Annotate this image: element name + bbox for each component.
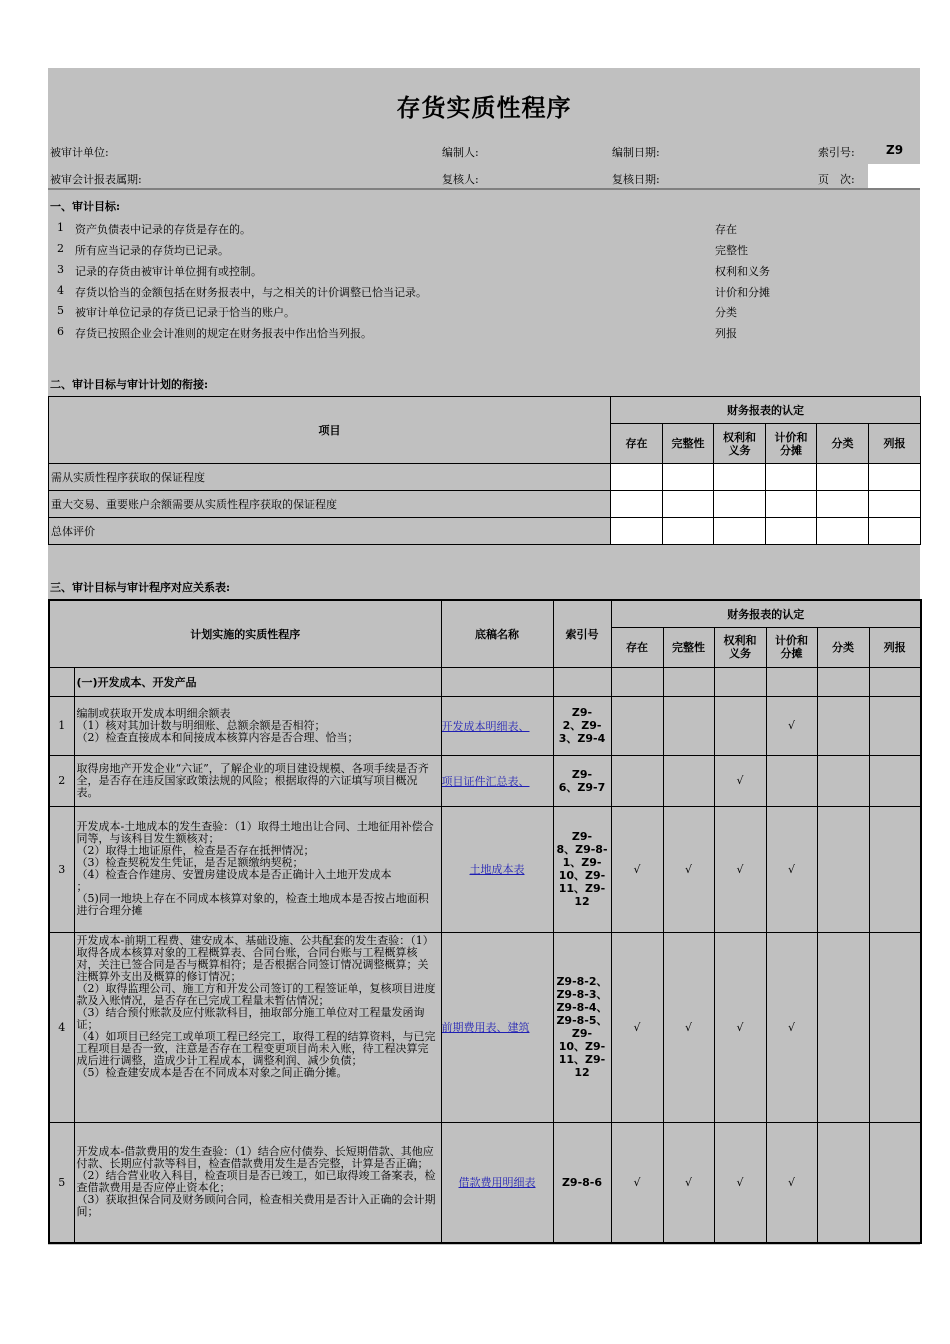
input-cell[interactable] [714, 491, 766, 518]
check-cell: √ [714, 755, 766, 806]
input-cell[interactable] [869, 518, 921, 545]
check-cell [869, 755, 921, 806]
check-cell [869, 696, 921, 755]
workpaper-link[interactable]: 前期费用表、建筑 [441, 1021, 530, 1034]
col-valuation: 计价和 分摊 [766, 424, 817, 464]
input-cell[interactable] [869, 464, 921, 491]
auditee-label: 被审计单位: [50, 146, 109, 159]
check-cell [611, 696, 663, 755]
objective-item: 5 被审计单位记录的存货已记录于恰当的账户。 分类 [57, 304, 737, 319]
page-number-cell[interactable] [868, 164, 920, 188]
index-ref: Z9- 8、Z9-8- 1、Z9- 10、Z9- 11、Z9- 12 [553, 806, 611, 932]
input-cell[interactable] [817, 491, 869, 518]
table-row [49, 806, 921, 932]
check-cell: √ [714, 932, 766, 1122]
review-date-label: 复核日期: [612, 173, 660, 186]
table-row [49, 932, 921, 1122]
procedure-table [48, 599, 922, 1244]
check-cell [663, 696, 714, 755]
check-cell: √ [611, 932, 663, 1122]
row-number: 5 [49, 1122, 74, 1243]
objective-item: 4 存货以恰当的金额包括在财务报表中，与之相关的计价调整已恰当记录。 计价和分摊 [57, 284, 770, 299]
procedure-text: 开发成本-借款费用的发生查验：（1）结合应付债券、长短期借款、其他应付款、长期应付款等科目，检查借款费用发生是否完整，计算是否正确； （2）结合营业收入科目，检查项目是否已竣工，如已取得竣工备案表，检查借款费用是否应停止资本化； （3）获取担保合同及财务顾问合同，检查相关费用是否计入正确的会计期间； [74, 1122, 441, 1243]
col-completeness: 完整性 [663, 424, 714, 464]
index-ref: Z9- 2、Z9- 3、Z9-4 [553, 696, 611, 755]
col-presentation: 列报 [869, 627, 921, 667]
procedure-text: 开发成本-土地成本的发生查验：（1）取得土地出让合同、土地征用补偿合同等，与该科目发生额核对； （2）取得土地证原件，检查是否存在抵押情况； （3）检查契税发生凭证，是否足额缴纳契税； （4）检查合作建房、安置房建设成本是否正确计入土地开发成本 ； （5)同一地块上存在不同成本核算对象的，检查土地成本是否按占地面积进行合理分摊 [74, 806, 441, 932]
workpaper-link[interactable]: 开发成本明细表、 [441, 719, 530, 733]
section1-title: 一、审计目标: [50, 200, 121, 213]
col-presentation: 列报 [869, 424, 921, 464]
col-classification: 分类 [817, 424, 869, 464]
table-row [49, 464, 921, 491]
table-row [49, 1122, 921, 1243]
objective-item: 1 资产负债表中记录的存货是存在的。 存在 [57, 221, 737, 236]
col-completeness: 完整性 [663, 627, 714, 667]
prep-date-label: 编制日期: [612, 146, 660, 159]
table-row [49, 755, 921, 806]
reviewer-label: 复核人: [442, 173, 479, 186]
check-cell: √ [766, 932, 817, 1122]
check-cell: √ [611, 806, 663, 932]
input-cell[interactable] [611, 464, 663, 491]
assertion-header: 财务报表的认定 [611, 600, 921, 627]
input-cell[interactable] [714, 518, 766, 545]
item-header: 项目 [49, 397, 611, 464]
row-number: 1 [49, 696, 74, 755]
assertion-header: 财务报表的认定 [611, 397, 921, 424]
index-ref: Z9-8-6 [553, 1122, 611, 1243]
check-cell: √ [663, 932, 714, 1122]
col-classification: 分类 [817, 627, 869, 667]
check-cell [869, 806, 921, 932]
workpaper-link[interactable]: 借款费用明细表 [458, 1176, 536, 1190]
objective-item: 3 记录的存货由被审计单位拥有或控制。 权利和义务 [57, 263, 770, 278]
index-header: 索引号 [553, 600, 611, 667]
page-label: 页 次: [818, 173, 855, 186]
check-cell: √ [714, 1122, 766, 1243]
check-cell [817, 755, 869, 806]
col-existence: 存在 [611, 627, 663, 667]
input-cell[interactable] [663, 518, 714, 545]
section3-title: 三、审计目标与审计程序对应关系表: [50, 581, 231, 594]
input-cell[interactable] [766, 518, 817, 545]
check-cell: √ [663, 1122, 714, 1243]
row-label: 重大交易、重要账户余额需要从实质性程序获取的保证程度 [49, 491, 611, 518]
check-cell [714, 696, 766, 755]
section2-title: 二、审计目标与审计计划的衔接: [50, 378, 209, 391]
check-cell: √ [766, 696, 817, 755]
check-cell [869, 1122, 921, 1243]
row-number: 3 [49, 806, 74, 932]
check-cell: √ [714, 806, 766, 932]
table-row [49, 696, 921, 755]
procedure-text: 取得房地产开发企业“六证”，了解企业的项目建设规模、各项手续是否齐全，是否存在违反国家政策法规的风险；根据取得的六证填写项目概况表。 [74, 755, 441, 806]
input-cell[interactable] [766, 464, 817, 491]
col-rights: 权利和 义务 [714, 627, 766, 667]
index-label: 索引号: [818, 146, 855, 159]
wp-header: 底稿名称 [441, 600, 553, 667]
procedure-text: 编制或获取开发成本明细余额表 （1）核对其加计数与明细账、总额余额是否相符； （2）检查直接成本和间接成本核算内容是否合理、恰当； [74, 696, 441, 755]
input-cell[interactable] [817, 464, 869, 491]
input-cell[interactable] [611, 491, 663, 518]
plan-link-table [48, 396, 921, 545]
table-row [49, 518, 921, 545]
check-cell [663, 755, 714, 806]
page-title: 存货实质性程序 [396, 94, 572, 122]
input-cell[interactable] [714, 464, 766, 491]
table-row [49, 491, 921, 518]
index-ref: Z9- 6、Z9-7 [553, 755, 611, 806]
input-cell[interactable] [611, 518, 663, 545]
check-cell [817, 1122, 869, 1243]
col-existence: 存在 [611, 424, 663, 464]
check-cell: √ [611, 1122, 663, 1243]
workpaper-link[interactable]: 土地成本表 [469, 863, 525, 876]
procedure-text: 开发成本-前期工程费、建安成本、基础设施、公共配套的发生查验：（1）取得各成本核算对象的工程概算表、合同台账，合同台账与工程概算核对，关注已签合同是否与概算相符；是否根据合同签订情况调整概算；关注概算外支出及概算的修订情况； （2）取得监理公司、施工方和开发公司签订的工程签证单，复核项目进度款及入账情况，是否存在已完成工程量未暂估情况； （3）结合预付账款及应付账款科目，抽取部分施工单位对工程量发函询证； （4）如项目已经完工或单项工程已经完工，取得工程的结算资料，与已完工程项目是否一致，注意是否存在工程变更项目尚未入账，待工程决算完成后进行调整，造成少计工程成本，调整利润、减少负债； （5）检查建安成本是否在不同成本对象之间正确分摊。 [74, 932, 441, 1122]
row-label: 总体评价 [49, 518, 611, 545]
check-cell [611, 755, 663, 806]
preparer-label: 编制人: [442, 146, 479, 159]
check-cell [766, 755, 817, 806]
objective-item: 6 存货已按照企业会计准则的规定在财务报表中作出恰当列报。 列报 [57, 325, 737, 340]
row-number: 4 [49, 932, 74, 1122]
input-cell[interactable] [663, 491, 714, 518]
index-value: Z9 [886, 143, 904, 157]
input-cell[interactable] [663, 464, 714, 491]
worksheet [48, 68, 920, 1245]
header-divider [48, 188, 920, 190]
check-cell [869, 932, 921, 1122]
index-ref: Z9-8-2、 Z9-8-3、 Z9-8-4、 Z9-8-5、 Z9- 10、Z9- 11、Z9- 12 [553, 932, 611, 1122]
input-cell[interactable] [766, 491, 817, 518]
check-cell [817, 696, 869, 755]
check-cell [817, 806, 869, 932]
check-cell: √ [766, 806, 817, 932]
objective-item: 2 所有应当记录的存货均已记录。 完整性 [57, 242, 748, 257]
col-rights: 权利和 义务 [714, 424, 766, 464]
row-label: 需从实质性程序获取的保证程度 [49, 464, 611, 491]
group-label: (一)开发成本、开发产品 [74, 667, 441, 696]
check-cell: √ [766, 1122, 817, 1243]
group-row [49, 667, 921, 696]
check-cell: √ [663, 806, 714, 932]
period-label: 被审会计报表属期: [50, 173, 142, 186]
row-number: 2 [49, 755, 74, 806]
input-cell[interactable] [817, 518, 869, 545]
check-cell [817, 932, 869, 1122]
input-cell[interactable] [869, 491, 921, 518]
workpaper-link[interactable]: 项目证件汇总表、 [441, 774, 530, 788]
proc-header: 计划实施的实质性程序 [49, 600, 441, 667]
col-valuation: 计价和 分摊 [766, 627, 817, 667]
